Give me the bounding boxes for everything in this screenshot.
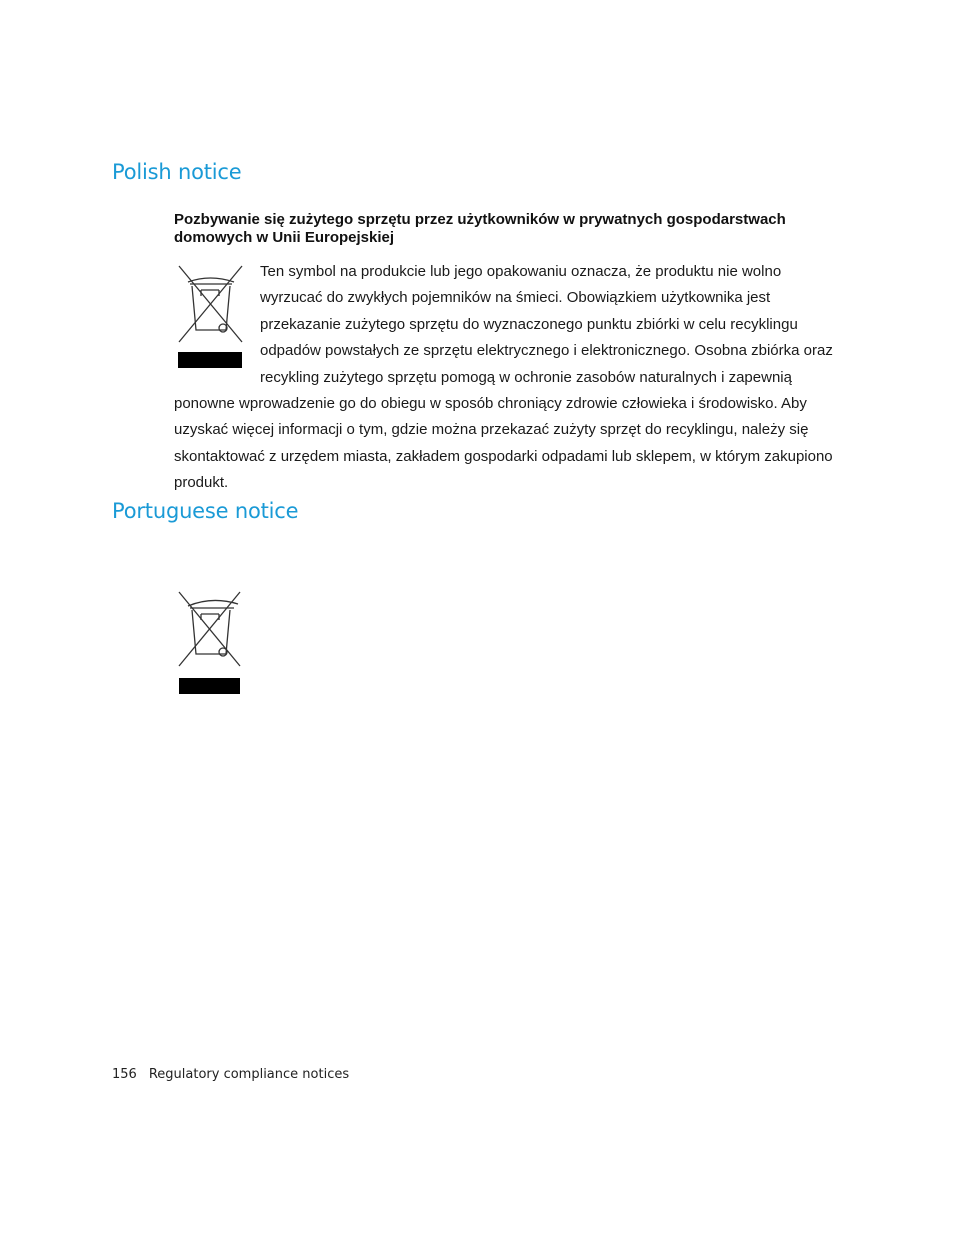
portuguese-notice-heading: Portuguese notice: [112, 499, 299, 523]
footer-section-title: Regulatory compliance notices: [148, 1067, 350, 1082]
page-number: 156: [112, 1067, 137, 1082]
polish-notice-subheading: Pozbywanie się zużytego sprzętu przez użytkowników w prywatnych gospodarstwach domowych w Unii Europejskiej: [174, 211, 786, 246]
polish-notice-body: [174, 259, 834, 497]
crossed-out-wheelie-bin-icon: [176, 588, 244, 700]
icon-text-wrap-spacer: [174, 259, 260, 391]
polish-notice-heading: Polish notice: [112, 160, 242, 184]
polish-notice-body-text: Ten symbol na produkcie lub jego opakowaniu oznacza, że produktu nie wolno wyrzucać do zwykłych pojemników na śmieci. Obowiązkiem użytkownika jest przekazanie zużytego sprzętu do wyznaczonego punktu zbiórki w celu recyklingu odpadów powstałych ze sprzętu elektrycznego i elektronicznego. Osobna zbiórka oraz recykling zużytego sprzętu pomogą w ochronie zasobów naturalnych i zapewnią ponowne wprowadzenie go do obiegu w sposób chroniący zdrowie człowieka i środowisko. Aby uzyskać więcej informacji o tym, gdzie można przekazać zużyty sprzęt do recyklingu, należy się skontaktować z urzędem miasta, zakładem gospodarki odpadami lub sklepem, w którym zakupiono produkt.: [174, 263, 833, 492]
page-footer: [112, 1067, 349, 1082]
